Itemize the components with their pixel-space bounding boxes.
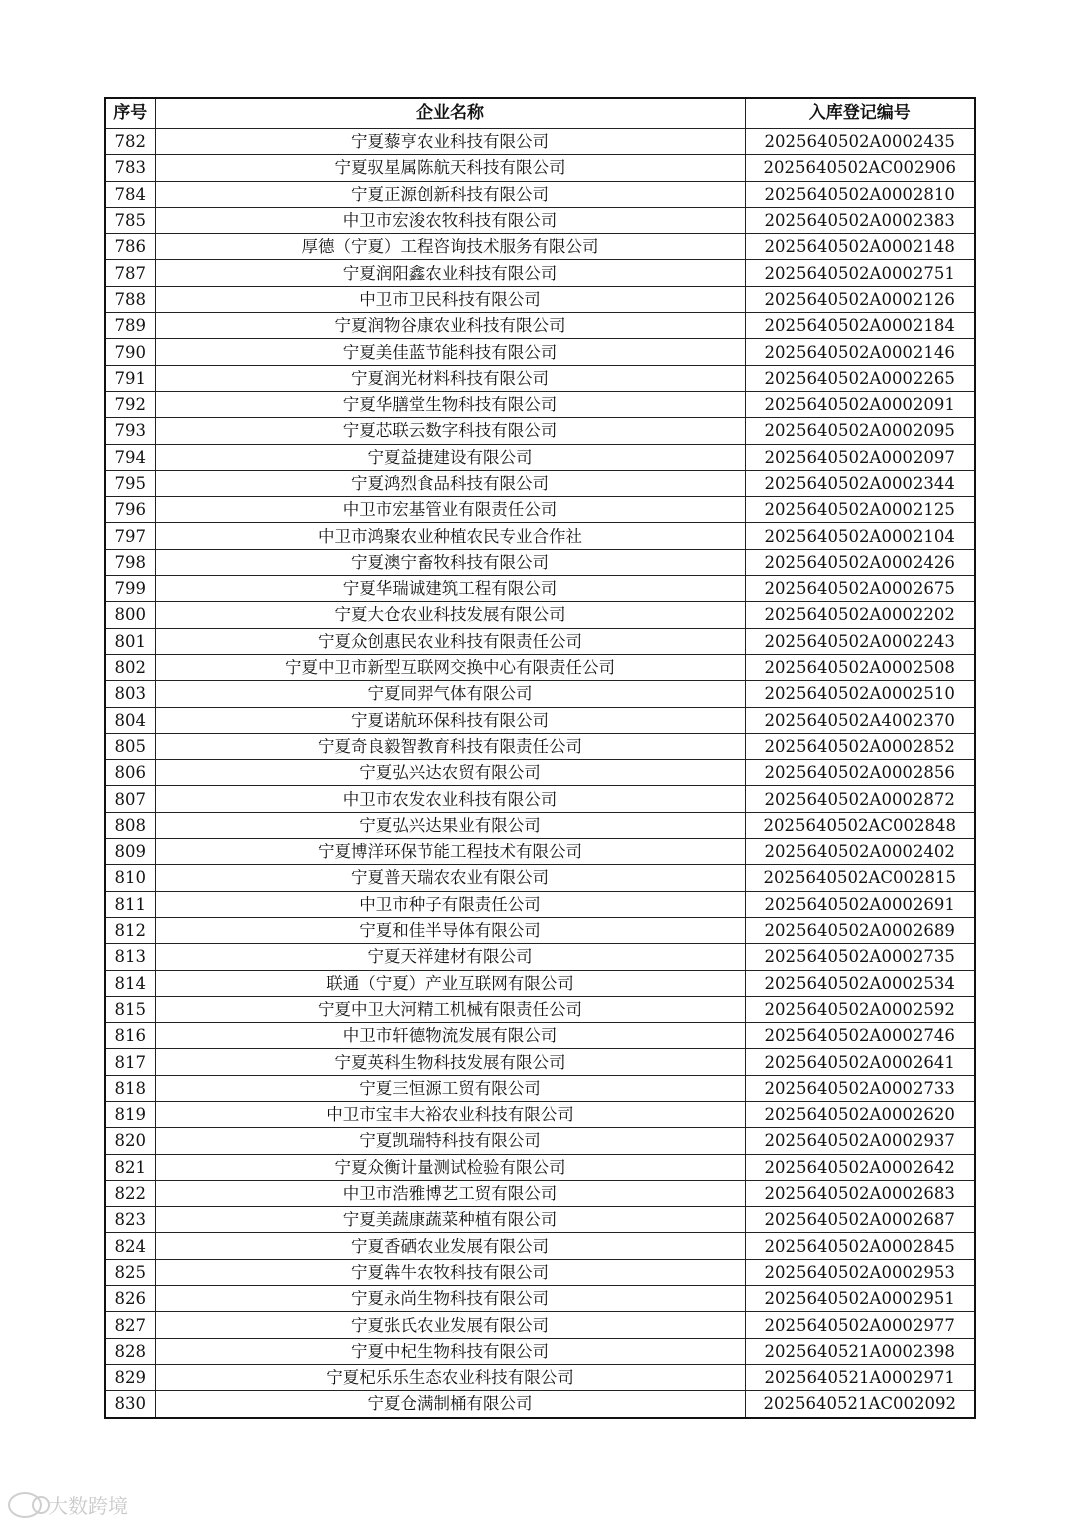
row-index: 794 — [105, 444, 155, 470]
row-company-name: 宁夏润物谷康农业科技有限公司 — [155, 313, 745, 339]
watermark-logo-icon — [8, 1492, 42, 1518]
table-row — [105, 523, 975, 549]
row-company-name: 宁夏弘兴达果业有限公司 — [155, 812, 745, 838]
row-index: 813 — [105, 944, 155, 970]
row-registration-number: 2025640502A0002383 — [745, 207, 975, 233]
row-index: 801 — [105, 628, 155, 654]
row-company-name: 宁夏弘兴达农贸有限公司 — [155, 760, 745, 786]
row-index: 798 — [105, 549, 155, 575]
row-registration-number: 2025640521AC002092 — [745, 1391, 975, 1418]
row-registration-number: 2025640502A0002872 — [745, 786, 975, 812]
row-index: 827 — [105, 1312, 155, 1338]
row-index: 806 — [105, 760, 155, 786]
row-company-name: 宁夏鸿烈食品科技有限公司 — [155, 470, 745, 496]
table-row — [105, 865, 975, 891]
row-company-name: 宁夏同羿气体有限公司 — [155, 681, 745, 707]
row-registration-number: 2025640502A0002852 — [745, 733, 975, 759]
row-company-name: 宁夏美佳蓝节能科技有限公司 — [155, 339, 745, 365]
table-row — [105, 1101, 975, 1127]
header-registration-number: 入库登记编号 — [745, 98, 975, 129]
table-row — [105, 812, 975, 838]
row-registration-number: 2025640502A0002810 — [745, 181, 975, 207]
row-company-name: 宁夏奇良毅智教育科技有限责任公司 — [155, 733, 745, 759]
row-company-name: 宁夏众衡计量测试检验有限公司 — [155, 1154, 745, 1180]
row-company-name: 宁夏英科生物科技发展有限公司 — [155, 1049, 745, 1075]
row-index: 818 — [105, 1075, 155, 1101]
row-company-name: 宁夏美蔬康蔬菜种植有限公司 — [155, 1207, 745, 1233]
row-registration-number: 2025640502AC002906 — [745, 155, 975, 181]
row-registration-number: 2025640502A0002402 — [745, 839, 975, 865]
table-row — [105, 129, 975, 155]
row-registration-number: 2025640502A0002687 — [745, 1207, 975, 1233]
row-index: 817 — [105, 1049, 155, 1075]
row-registration-number: 2025640502A4002370 — [745, 707, 975, 733]
row-index: 790 — [105, 339, 155, 365]
table-row — [105, 1180, 975, 1206]
row-registration-number: 2025640502A0002689 — [745, 917, 975, 943]
row-registration-number: 2025640502A0002746 — [745, 1023, 975, 1049]
header-company-name: 企业名称 — [155, 98, 745, 129]
row-company-name: 中卫市浩雅博艺工贸有限公司 — [155, 1180, 745, 1206]
table-row — [105, 654, 975, 680]
row-index: 829 — [105, 1364, 155, 1390]
row-company-name: 宁夏普天瑞农农业有限公司 — [155, 865, 745, 891]
row-index: 810 — [105, 865, 155, 891]
row-index: 803 — [105, 681, 155, 707]
row-company-name: 宁夏澳宁畜牧科技有限公司 — [155, 549, 745, 575]
table-row — [105, 891, 975, 917]
table-row — [105, 917, 975, 943]
table-row — [105, 681, 975, 707]
row-index: 805 — [105, 733, 155, 759]
row-company-name: 宁夏华膳堂生物科技有限公司 — [155, 391, 745, 417]
row-registration-number: 2025640502AC002815 — [745, 865, 975, 891]
row-index: 786 — [105, 234, 155, 260]
row-index: 825 — [105, 1259, 155, 1285]
row-registration-number: 2025640502A0002508 — [745, 654, 975, 680]
row-registration-number: 2025640502A0002845 — [745, 1233, 975, 1259]
row-company-name: 宁夏众创惠民农业科技有限责任公司 — [155, 628, 745, 654]
row-registration-number: 2025640502A0002675 — [745, 576, 975, 602]
table-row — [105, 1312, 975, 1338]
row-index: 792 — [105, 391, 155, 417]
row-company-name: 宁夏中杞生物科技有限公司 — [155, 1338, 745, 1364]
table-row — [105, 1364, 975, 1390]
table-row — [105, 391, 975, 417]
table-row — [105, 1207, 975, 1233]
row-registration-number: 2025640502A0002184 — [745, 313, 975, 339]
table-row — [105, 628, 975, 654]
row-registration-number: 2025640502A0002097 — [745, 444, 975, 470]
row-index: 821 — [105, 1154, 155, 1180]
row-company-name: 宁夏中卫大河精工机械有限责任公司 — [155, 996, 745, 1022]
table-row — [105, 234, 975, 260]
row-company-name: 宁夏香硒农业发展有限公司 — [155, 1233, 745, 1259]
table-row — [105, 1128, 975, 1154]
row-company-name: 宁夏润光材料科技有限公司 — [155, 365, 745, 391]
row-registration-number: 2025640502A0002202 — [745, 602, 975, 628]
row-company-name: 宁夏和佳半导体有限公司 — [155, 917, 745, 943]
row-company-name: 宁夏诺航环保科技有限公司 — [155, 707, 745, 733]
row-registration-number: 2025640502A0002265 — [745, 365, 975, 391]
row-company-name: 宁夏凯瑞特科技有限公司 — [155, 1128, 745, 1154]
table-row — [105, 313, 975, 339]
row-registration-number: 2025640502A0002951 — [745, 1286, 975, 1312]
table-row — [105, 1075, 975, 1101]
row-company-name: 宁夏三恒源工贸有限公司 — [155, 1075, 745, 1101]
row-registration-number: 2025640502A0002642 — [745, 1154, 975, 1180]
row-company-name: 中卫市轩德物流发展有限公司 — [155, 1023, 745, 1049]
header-index: 序号 — [105, 98, 155, 129]
registration-table — [104, 97, 976, 1419]
table-row — [105, 418, 975, 444]
row-registration-number: 2025640502A0002104 — [745, 523, 975, 549]
row-registration-number: 2025640502A0002856 — [745, 760, 975, 786]
table-row — [105, 970, 975, 996]
row-company-name: 宁夏藜亨农业科技有限公司 — [155, 129, 745, 155]
row-registration-number: 2025640502A0002937 — [745, 1128, 975, 1154]
row-index: 811 — [105, 891, 155, 917]
table-row — [105, 497, 975, 523]
row-index: 826 — [105, 1286, 155, 1312]
row-registration-number: 2025640502A0002620 — [745, 1101, 975, 1127]
table-row — [105, 207, 975, 233]
row-company-name: 宁夏天祥建材有限公司 — [155, 944, 745, 970]
row-index: 804 — [105, 707, 155, 733]
row-company-name: 宁夏犇牛农牧科技有限公司 — [155, 1259, 745, 1285]
row-index: 816 — [105, 1023, 155, 1049]
row-company-name: 宁夏润阳鑫农业科技有限公司 — [155, 260, 745, 286]
row-index: 784 — [105, 181, 155, 207]
row-company-name: 宁夏芯联云数字科技有限公司 — [155, 418, 745, 444]
row-company-name: 宁夏张氏农业发展有限公司 — [155, 1312, 745, 1338]
table-row — [105, 944, 975, 970]
table-row — [105, 707, 975, 733]
row-index: 787 — [105, 260, 155, 286]
row-registration-number: 2025640502A0002735 — [745, 944, 975, 970]
row-registration-number: 2025640502AC002848 — [745, 812, 975, 838]
table-header-row — [105, 98, 975, 129]
row-index: 819 — [105, 1101, 155, 1127]
row-registration-number: 2025640502A0002691 — [745, 891, 975, 917]
table-row — [105, 339, 975, 365]
row-index: 828 — [105, 1338, 155, 1364]
row-index: 785 — [105, 207, 155, 233]
row-registration-number: 2025640502A0002751 — [745, 260, 975, 286]
row-company-name: 宁夏杞乐乐生态农业科技有限公司 — [155, 1364, 745, 1390]
table-row — [105, 602, 975, 628]
row-index: 793 — [105, 418, 155, 444]
row-company-name: 宁夏仓满制桶有限公司 — [155, 1391, 745, 1418]
row-company-name: 中卫市宏基管业有限责任公司 — [155, 497, 745, 523]
row-registration-number: 2025640502A0002510 — [745, 681, 975, 707]
row-index: 782 — [105, 129, 155, 155]
table-row — [105, 839, 975, 865]
table-row — [105, 260, 975, 286]
row-company-name: 宁夏大仓农业科技发展有限公司 — [155, 602, 745, 628]
table-row — [105, 1049, 975, 1075]
row-index: 820 — [105, 1128, 155, 1154]
table-row — [105, 365, 975, 391]
table-row — [105, 1391, 975, 1418]
row-company-name: 中卫市宝丰大裕农业科技有限公司 — [155, 1101, 745, 1127]
table-row — [105, 155, 975, 181]
row-index: 795 — [105, 470, 155, 496]
row-registration-number: 2025640502A0002146 — [745, 339, 975, 365]
table-row — [105, 1154, 975, 1180]
row-index: 799 — [105, 576, 155, 602]
row-index: 807 — [105, 786, 155, 812]
row-company-name: 宁夏正源创新科技有限公司 — [155, 181, 745, 207]
row-index: 802 — [105, 654, 155, 680]
row-company-name: 中卫市卫民科技有限公司 — [155, 286, 745, 312]
row-registration-number: 2025640502A0002344 — [745, 470, 975, 496]
row-registration-number: 2025640502A0002126 — [745, 286, 975, 312]
row-company-name: 宁夏驭星属陈航天科技有限公司 — [155, 155, 745, 181]
table-row — [105, 181, 975, 207]
table-row — [105, 1286, 975, 1312]
row-company-name: 宁夏博洋环保节能工程技术有限公司 — [155, 839, 745, 865]
row-registration-number: 2025640521A0002971 — [745, 1364, 975, 1390]
row-index: 791 — [105, 365, 155, 391]
row-index: 824 — [105, 1233, 155, 1259]
row-company-name: 中卫市种子有限责任公司 — [155, 891, 745, 917]
table-row — [105, 760, 975, 786]
row-registration-number: 2025640502A0002733 — [745, 1075, 975, 1101]
table-row — [105, 1023, 975, 1049]
row-registration-number: 2025640502A0002243 — [745, 628, 975, 654]
row-registration-number: 2025640502A0002435 — [745, 129, 975, 155]
row-registration-number: 2025640521A0002398 — [745, 1338, 975, 1364]
row-company-name: 宁夏华瑞诚建筑工程有限公司 — [155, 576, 745, 602]
table-row — [105, 470, 975, 496]
row-index: 789 — [105, 313, 155, 339]
row-company-name: 中卫市宏浚农牧科技有限公司 — [155, 207, 745, 233]
row-index: 783 — [105, 155, 155, 181]
row-company-name: 中卫市农发农业科技有限公司 — [155, 786, 745, 812]
table-row — [105, 444, 975, 470]
watermark-text: 大数跨境 — [48, 1494, 128, 1518]
row-index: 788 — [105, 286, 155, 312]
table-row — [105, 576, 975, 602]
table-row — [105, 733, 975, 759]
row-index: 815 — [105, 996, 155, 1022]
row-registration-number: 2025640502A0002125 — [745, 497, 975, 523]
row-index: 800 — [105, 602, 155, 628]
row-registration-number: 2025640502A0002426 — [745, 549, 975, 575]
row-company-name: 宁夏益捷建设有限公司 — [155, 444, 745, 470]
row-registration-number: 2025640502A0002534 — [745, 970, 975, 996]
row-company-name: 联通（宁夏）产业互联网有限公司 — [155, 970, 745, 996]
table-row — [105, 1233, 975, 1259]
table-row — [105, 1259, 975, 1285]
table-row — [105, 1338, 975, 1364]
row-index: 830 — [105, 1391, 155, 1418]
row-company-name: 宁夏中卫市新型互联网交换中心有限责任公司 — [155, 654, 745, 680]
table-row — [105, 786, 975, 812]
row-index: 822 — [105, 1180, 155, 1206]
row-registration-number: 2025640502A0002095 — [745, 418, 975, 444]
row-registration-number: 2025640502A0002977 — [745, 1312, 975, 1338]
row-registration-number: 2025640502A0002592 — [745, 996, 975, 1022]
row-index: 812 — [105, 917, 155, 943]
table-row — [105, 286, 975, 312]
row-company-name: 厚德（宁夏）工程咨询技术服务有限公司 — [155, 234, 745, 260]
row-company-name: 宁夏永尚生物科技有限公司 — [155, 1286, 745, 1312]
row-registration-number: 2025640502A0002953 — [745, 1259, 975, 1285]
row-index: 809 — [105, 839, 155, 865]
row-index: 823 — [105, 1207, 155, 1233]
row-index: 797 — [105, 523, 155, 549]
table-row — [105, 996, 975, 1022]
row-registration-number: 2025640502A0002148 — [745, 234, 975, 260]
row-index: 796 — [105, 497, 155, 523]
row-registration-number: 2025640502A0002683 — [745, 1180, 975, 1206]
row-registration-number: 2025640502A0002091 — [745, 391, 975, 417]
watermark — [8, 1490, 128, 1519]
row-registration-number: 2025640502A0002641 — [745, 1049, 975, 1075]
row-index: 808 — [105, 812, 155, 838]
table-row — [105, 549, 975, 575]
row-company-name: 中卫市鸿聚农业种植农民专业合作社 — [155, 523, 745, 549]
row-index: 814 — [105, 970, 155, 996]
